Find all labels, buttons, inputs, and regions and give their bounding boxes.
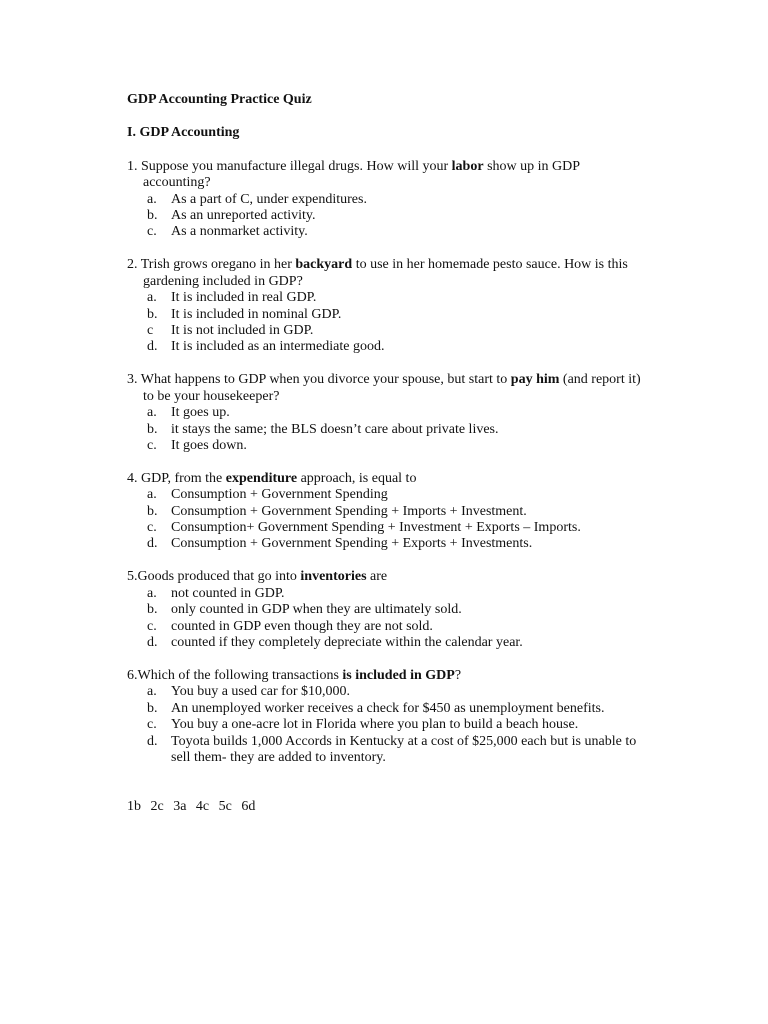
stem-text: approach, is equal to xyxy=(297,470,417,486)
answer-option xyxy=(147,701,647,717)
option-letter: a. xyxy=(147,487,157,503)
option-letter: c. xyxy=(147,618,157,634)
option-letter: b. xyxy=(147,602,158,618)
answer-option xyxy=(147,619,647,635)
option-letter: b. xyxy=(147,208,158,224)
stem-text: 2. Trish grows oregano in her xyxy=(127,257,296,273)
option-text: not counted in GDP. xyxy=(171,585,285,601)
option-text: It is included in real GDP. xyxy=(171,290,317,306)
answer-option xyxy=(147,635,647,651)
option-list xyxy=(127,290,647,356)
option-letter: a. xyxy=(147,191,157,207)
stem-text: show up in GDP accounting? xyxy=(143,158,580,191)
question-2 xyxy=(127,257,647,355)
option-text: Consumption + Government Spending + Imports + Investment. xyxy=(171,503,527,519)
option-text: As a part of C, under expenditures. xyxy=(171,191,367,207)
question-stem xyxy=(127,372,647,405)
option-text: You buy a used car for $10,000. xyxy=(171,684,350,700)
option-text: It goes down. xyxy=(171,437,247,453)
answer-option xyxy=(147,536,647,552)
option-letter: b. xyxy=(147,306,158,322)
option-text: An unemployed worker receives a check for $450 as unemployment benefits. xyxy=(171,700,605,716)
option-letter: d. xyxy=(147,634,158,650)
option-letter: c. xyxy=(147,437,157,453)
option-list xyxy=(127,586,647,652)
answer-option xyxy=(147,323,647,339)
question-1 xyxy=(127,159,647,241)
answer-option xyxy=(147,717,647,733)
answer-option xyxy=(147,684,647,700)
option-text: counted if they completely depreciate within the calendar year. xyxy=(171,634,523,650)
question-stem xyxy=(127,159,647,192)
option-list xyxy=(127,684,647,766)
question-list xyxy=(127,159,647,767)
option-list xyxy=(127,192,647,241)
stem-keyword: inventories xyxy=(300,569,367,585)
stem-text: 3. What happens to GDP when you divorce your spouse, but start to xyxy=(127,372,511,388)
option-text: It goes up. xyxy=(171,405,230,421)
option-text: As an unreported activity. xyxy=(171,208,316,224)
stem-text: 4. GDP, from the xyxy=(127,470,226,486)
option-text: it stays the same; the BLS doesn’t care about private lives. xyxy=(171,421,499,437)
option-letter: c. xyxy=(147,520,157,536)
option-letter: b. xyxy=(147,700,158,716)
question-4 xyxy=(127,471,647,553)
stem-keyword: is included in GDP xyxy=(342,667,455,683)
question-3 xyxy=(127,372,647,454)
option-text: Consumption+ Government Spending + Investment + Exports – Imports. xyxy=(171,520,581,536)
option-text: only counted in GDP when they are ultimately sold. xyxy=(171,602,462,618)
stem-keyword: backyard xyxy=(295,257,353,273)
stem-text: ? xyxy=(454,667,462,683)
option-letter: b. xyxy=(147,421,158,437)
quiz-document xyxy=(127,92,647,816)
answer-option xyxy=(147,208,647,224)
question-stem xyxy=(127,668,647,684)
question-5 xyxy=(127,569,647,651)
option-text: As a nonmarket activity. xyxy=(171,224,308,240)
stem-text: to use in her homemade pesto sauce. How is this gardening included in GDP? xyxy=(143,257,628,289)
document-title: GDP Accounting Practice Quiz xyxy=(127,92,312,107)
question-stem xyxy=(127,471,647,487)
option-text: It is included in nominal GDP. xyxy=(171,306,342,322)
answer-option xyxy=(147,487,647,503)
answer-option xyxy=(147,307,647,323)
option-text: You buy a one-acre lot in Florida where you plan to build a beach house. xyxy=(171,717,579,733)
option-text: It is included as an intermediate good. xyxy=(171,339,385,355)
option-text: It is not included in GDP. xyxy=(171,322,314,338)
option-letter: d. xyxy=(147,536,158,552)
stem-text: (and report it) to be your housekeeper? xyxy=(143,372,641,404)
option-letter: b. xyxy=(147,503,158,519)
stem-keyword: labor xyxy=(451,158,484,174)
stem-text: 6.Which of the following transactions xyxy=(127,667,343,683)
answer-option xyxy=(147,192,647,208)
stem-keyword: expenditure xyxy=(225,470,298,486)
option-letter: d. xyxy=(147,339,158,355)
answer-option xyxy=(147,520,647,536)
stem-text: 1. Suppose you manufacture illegal drugs. How will your xyxy=(127,158,452,174)
option-letter: c xyxy=(147,322,154,338)
answer-option xyxy=(147,405,647,421)
answer-option xyxy=(147,438,647,454)
answer-key: 1b 2c 3a 4c 5c 6d xyxy=(127,799,256,815)
answer-option xyxy=(147,734,647,767)
answer-option xyxy=(147,602,647,618)
answer-option xyxy=(147,422,647,438)
stem-text: are xyxy=(366,569,388,585)
option-text: counted in GDP even though they are not sold. xyxy=(171,618,433,634)
option-letter: c. xyxy=(147,224,157,240)
answer-option xyxy=(147,224,647,240)
option-letter: a. xyxy=(147,585,157,601)
section-heading: I. GDP Accounting xyxy=(127,125,240,141)
option-letter: a. xyxy=(147,405,157,421)
option-list xyxy=(127,405,647,454)
option-letter: a. xyxy=(147,684,157,700)
option-letter: c. xyxy=(147,717,157,733)
option-letter: a. xyxy=(147,290,157,306)
stem-text: 5.Goods produced that go into xyxy=(127,569,301,585)
option-letter: d. xyxy=(147,733,158,749)
answer-option xyxy=(147,339,647,355)
answer-option xyxy=(147,586,647,602)
answer-option xyxy=(147,504,647,520)
option-list xyxy=(127,487,647,553)
option-text: Toyota builds 1,000 Accords in Kentucky at a cost of $25,000 each but is unable to sell them- they are added to inventory. xyxy=(171,733,637,765)
option-text: Consumption + Government Spending + Exports + Investments. xyxy=(171,536,533,552)
question-6 xyxy=(127,668,647,766)
answer-option xyxy=(147,290,647,306)
stem-keyword: pay him xyxy=(510,372,560,388)
option-text: Consumption + Government Spending xyxy=(171,487,388,503)
question-stem xyxy=(127,569,647,585)
question-stem xyxy=(127,257,647,290)
